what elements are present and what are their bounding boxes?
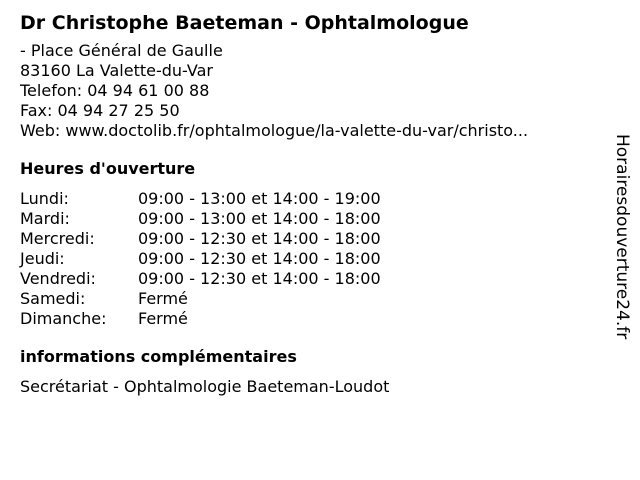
website-link[interactable]: Web: www.doctolib.fr/ophtalmologue/la-valette-du-var/christo...	[20, 121, 529, 140]
fax-number: Fax: 04 94 27 25 50	[20, 101, 180, 120]
time-value: 09:00 - 12:30 et 14:00 - 18:00	[138, 269, 381, 288]
day-label: Dimanche:	[20, 309, 107, 328]
time-value: 09:00 - 12:30 et 14:00 - 18:00	[138, 249, 381, 268]
hours-row-thursday	[20, 249, 590, 269]
time-value: Fermé	[138, 309, 188, 328]
address-street: - Place Général de Gaulle	[20, 41, 223, 60]
time-value: 09:00 - 13:00 et 14:00 - 18:00	[138, 209, 381, 228]
hours-row-friday	[20, 269, 590, 289]
hours-row-sunday	[20, 309, 590, 329]
page-title: Dr Christophe Baeteman - Ophtalmologue	[20, 12, 469, 34]
day-label: Lundi:	[20, 189, 69, 208]
day-label: Mercredi:	[20, 229, 95, 248]
time-value: 09:00 - 13:00 et 14:00 - 19:00	[138, 189, 381, 208]
day-label: Jeudi:	[20, 249, 65, 268]
day-label: Mardi:	[20, 209, 70, 228]
listing-card	[20, 10, 590, 397]
time-value: Fermé	[138, 289, 188, 308]
hours-row-saturday	[20, 289, 590, 309]
opening-hours-table	[20, 189, 590, 329]
brand-watermark: Horairesdouverture24.fr	[612, 134, 632, 340]
hours-heading: Heures d'ouverture	[20, 159, 196, 178]
address-city: 83160 La Valette-du-Var	[20, 61, 213, 80]
time-value: 09:00 - 12:30 et 14:00 - 18:00	[138, 229, 381, 248]
hours-row-wednesday	[20, 229, 590, 249]
info-heading: informations complémentaires	[20, 347, 297, 366]
phone-number[interactable]: Telefon: 04 94 61 00 88	[20, 81, 210, 100]
info-text: Secrétariat - Ophtalmologie Baeteman-Loudot	[20, 377, 390, 396]
hours-row-monday	[20, 189, 590, 209]
day-label: Samedi:	[20, 289, 86, 308]
hours-row-tuesday	[20, 209, 590, 229]
day-label: Vendredi:	[20, 269, 96, 288]
contact-block	[20, 41, 590, 141]
